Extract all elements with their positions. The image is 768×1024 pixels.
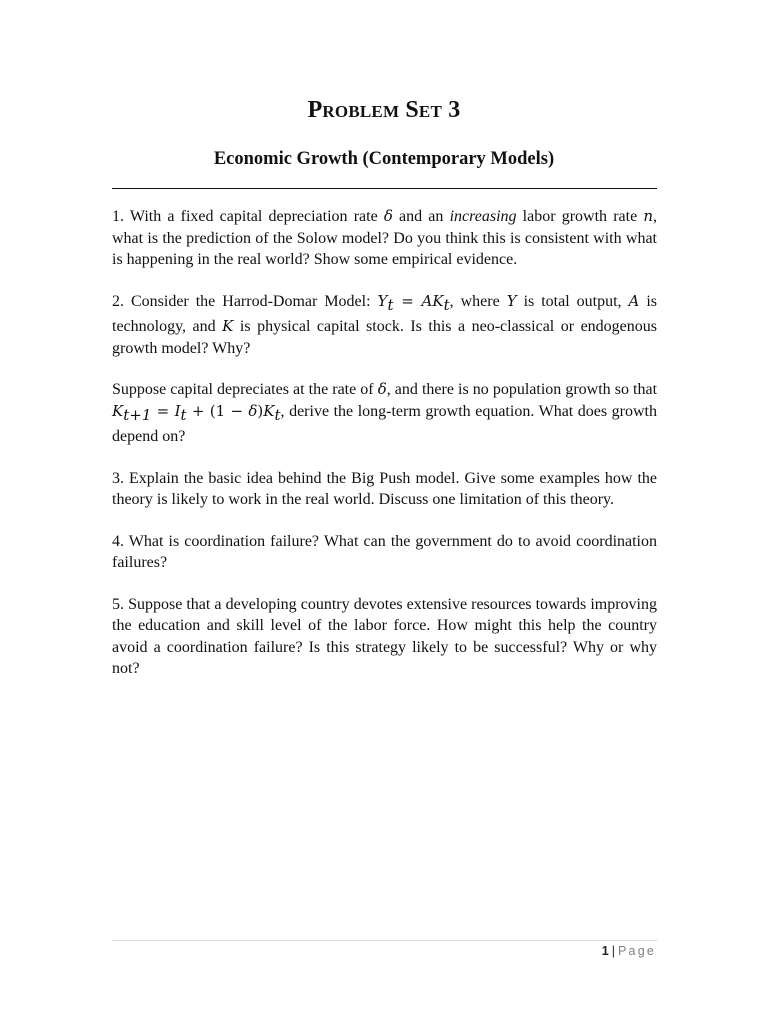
question-1 [112,206,657,271]
q2-eq-y: Y [377,291,388,310]
title-divider [112,188,657,189]
q2b-eq-plus: + (1 − [186,401,249,420]
q2b-eq-k: K [112,401,124,420]
problem-list [112,206,657,700]
q1-emphasis: increasing [449,208,517,225]
q2-text-2: , where [449,292,507,310]
q1-text-1: 1. With a fixed capital depreciation rate [112,208,384,225]
q2b-eq-k2-sub: t [274,405,281,424]
q2-text-1: 2. Consider the Harrod-Domar Model: [112,292,378,310]
q2b-eq-equals: = [151,401,175,420]
q2-text-3: is total output, [516,292,629,310]
q1-text-4: , what is the prediction of the Solow model? Do you think this is consistent with what is happening in the real world? Show some empirical evidence. [112,208,658,268]
q2-y-symbol: Y [506,291,517,310]
q2-a-symbol: A [628,291,640,310]
q2b-eq-i: I [174,401,181,420]
page-number: 1 [601,944,609,958]
question-5: 5. Suppose that a developing country devotes extensive resources towards improving the education and skill level of the labor force. How might this help the country avoid a coordination failure? Is this strategy likely to be successful? Why or why not? [112,595,657,678]
q2-k-symbol: K [222,317,234,336]
q1-delta-symbol: δ [383,207,393,225]
q2b-text-2: , and there is no population growth so that [386,381,658,399]
q2-eq-ak: AK [421,291,444,310]
question-4: 4. What is coordination failure? What can the government do to avoid coordination failures? [112,532,657,572]
footer-separator: | [611,944,615,958]
page-title: Problem Set 3 [307,97,461,123]
q2b-eq-close: ) [257,401,264,420]
q2-eq-k-sub: t [443,295,450,314]
footer-divider [112,940,657,941]
page-label: Page [618,944,656,958]
q2b-eq-k2: K [263,401,275,420]
q2-text-5: is physical capital stock. Is this a neo-classical or endogenous growth model? Why? [112,318,658,357]
q2b-delta-symbol: δ [377,380,387,399]
page-footer [602,942,656,960]
question-2 [112,291,657,360]
q1-n-symbol: n [643,207,654,225]
q2-eq-y-sub: t [387,295,394,314]
page-subtitle: Economic Growth (Contemporary Models) [213,149,555,169]
q2-eq-equals: = [393,291,422,310]
question-3: 3. Explain the basic idea behind the Big Push model. Give some examples how the theory is likely to work in the real world. Discuss one limitation of this theory. [112,469,657,509]
q2b-text-3: , derive the long-term growth equation. What does growth depend on? [112,402,657,446]
q1-text-3: labor growth rate [516,208,644,225]
q2b-eq-k-sub: t+1 [123,405,152,424]
q2-text-4: is technology, and [112,292,658,336]
question-2-part-b [112,379,657,448]
q1-text-2: and an [392,208,450,225]
q2b-text-1: Suppose capital depreciates at the rate of [112,381,378,399]
q2b-eq-delta: δ [248,401,258,420]
q2b-eq-i-sub: t [180,405,187,424]
